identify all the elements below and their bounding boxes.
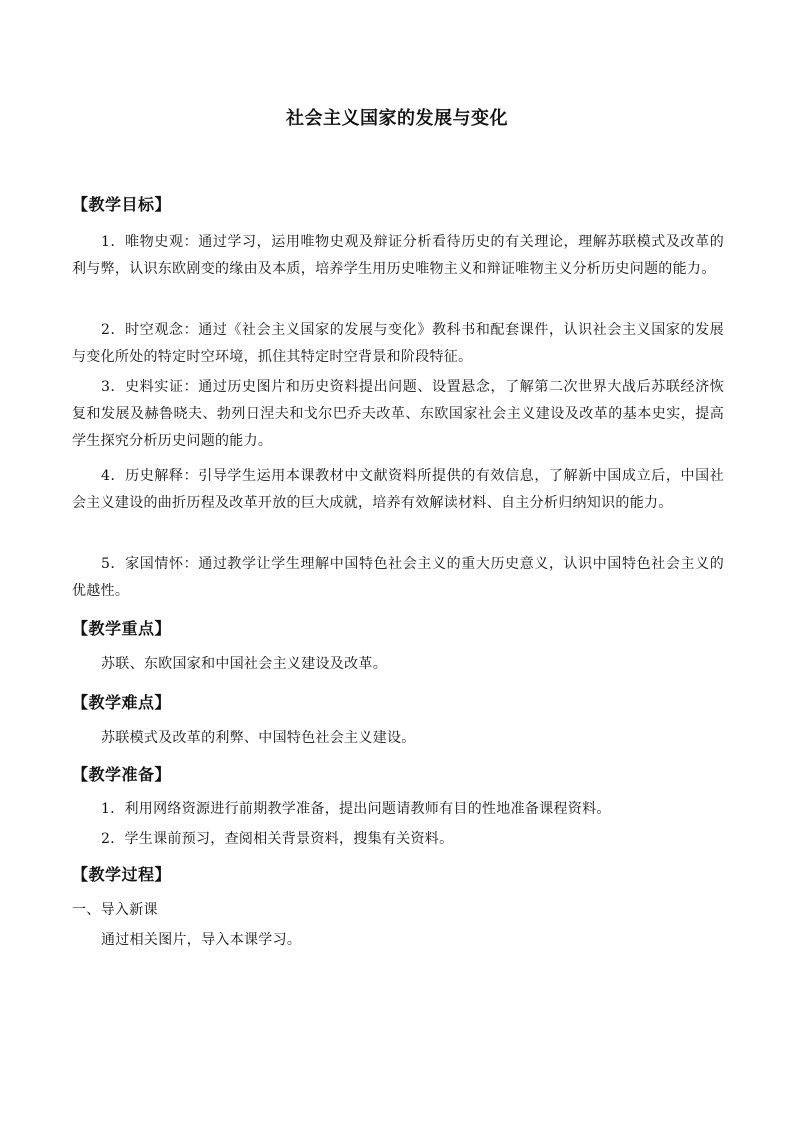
objective-item-3: 3．史料实证：通过历史图片和历史资料提出问题、设置悬念，了解第二次世界大战后苏联经济恢复和发展及赫鲁晓夫、勃列日涅夫和戈尔巴乔夫改革、东欧国家社会主义建设及改革的基本史实，提高学生探究分析历史问题的能力。: [72, 379, 724, 449]
difficulties-text: 苏联模式及改革的利弊、中国特色社会主义建设。: [101, 730, 416, 746]
preparation-item-1: 1．利用网络资源进行前期教学准备，提出问题请教师有目的性地准备课程资料。: [101, 801, 611, 817]
page-title: 社会主义国家的发展与变化: [286, 108, 508, 129]
process-step-title: 一、导入新课: [72, 902, 158, 918]
heading-process: 【教学过程】: [72, 865, 172, 884]
heading-objectives: 【教学目标】: [72, 195, 172, 214]
heading-preparation: 【教学准备】: [72, 765, 172, 784]
objective-item-4: 4．历史解释：引导学生运用本课教材中文献资料所提供的有效信息，了解新中国成立后，中国社会主义建设的曲折历程及改革开放的巨大成就，培养有效解读材料、自主分析归纳知识的能力。: [72, 468, 724, 511]
process-step-text: 通过相关图片，导入本课学习。: [101, 932, 302, 948]
objective-item-1: 1．唯物史观：通过学习，运用唯物史观及辩证分析看待历史的有关理论，理解苏联模式及改革的利与弊，认识东欧剧变的缘由及本质，培养学生用历史唯物主义和辩证唯物主义分析历史问题的能力。: [72, 234, 724, 277]
heading-difficulties: 【教学难点】: [72, 693, 172, 712]
preparation-item-2: 2．学生课前预习，查阅相关背景资料，搜集有关资料。: [101, 831, 454, 847]
heading-key-points: 【教学重点】: [72, 619, 172, 638]
objective-item-5: 5．家国情怀：通过教学让学生理解中国特色社会主义的重大历史意义，认识中国特色社会主义的优越性。: [72, 556, 724, 599]
objective-item-2: 2．时空观念：通过《社会主义国家的发展与变化》教科书和配套课件，认识社会主义国家的发展与变化所处的特定时空环境，抓住其特定时空背景和阶段特征。: [72, 322, 724, 365]
key-points-text: 苏联、东欧国家和中国社会主义建设及改革。: [101, 656, 387, 672]
